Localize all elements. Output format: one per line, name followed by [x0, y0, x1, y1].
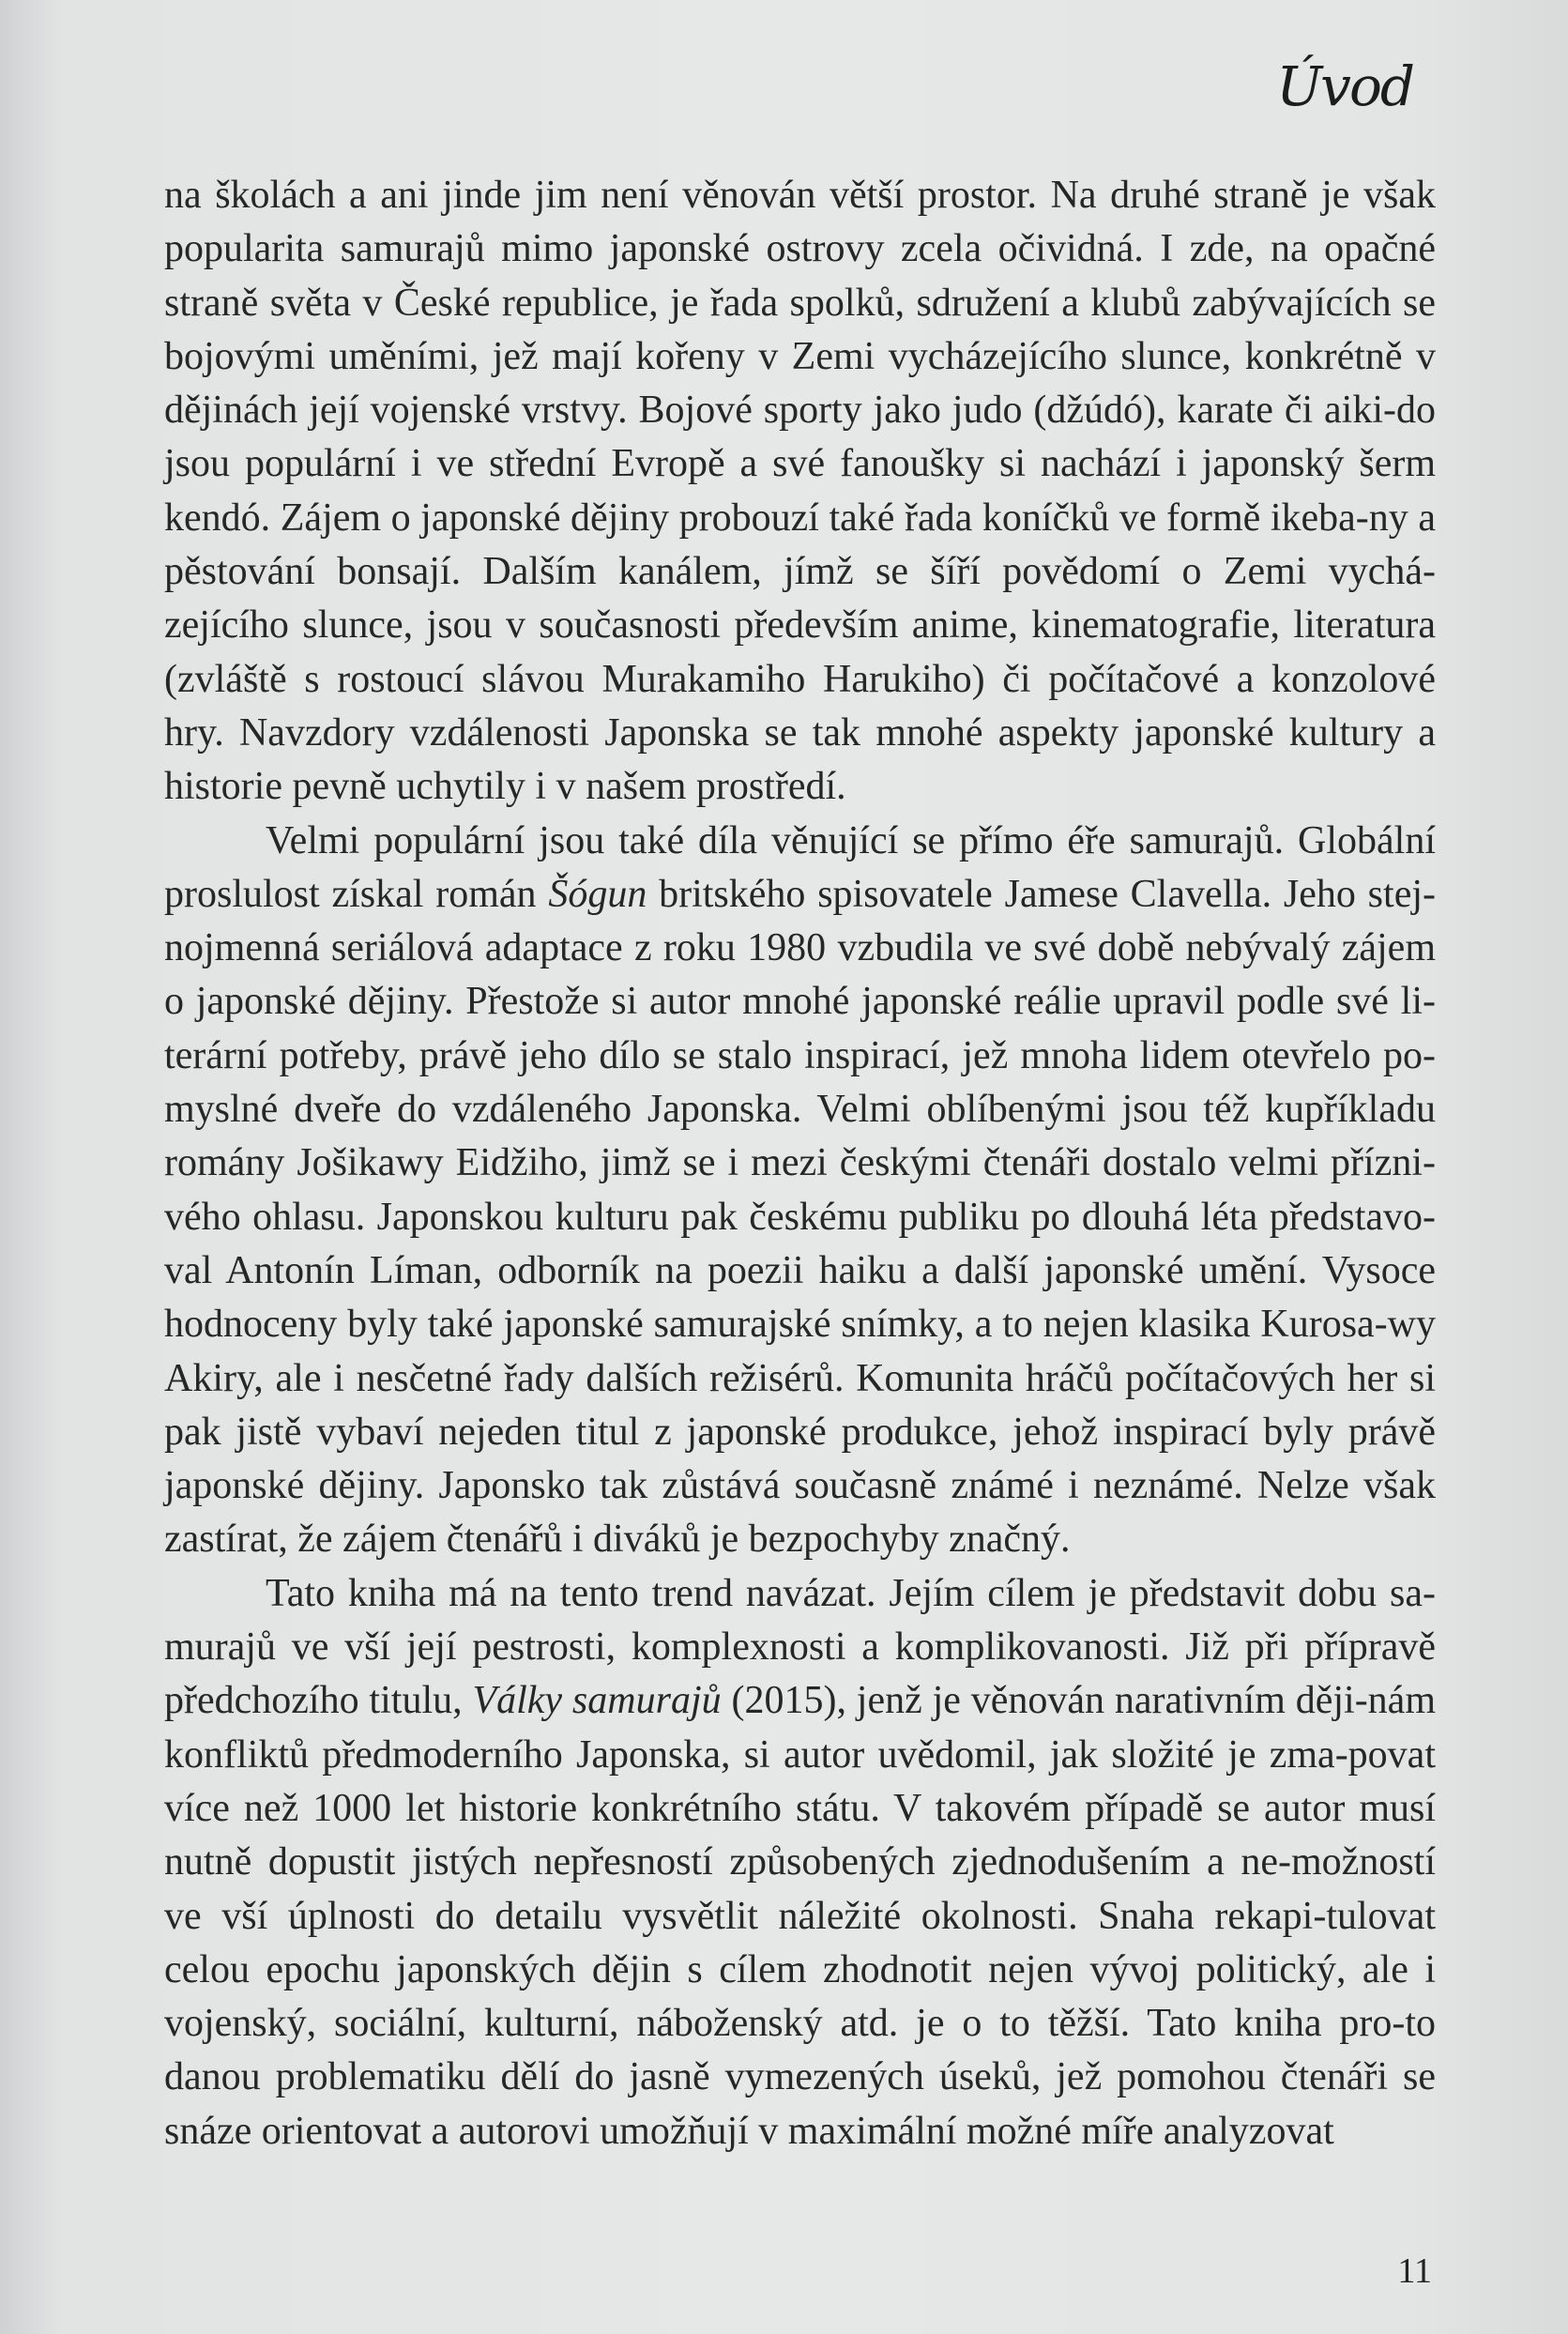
- body-text: [164, 169, 1436, 2159]
- paragraph-2-text-start: Velmi populární jsou také díla věnující se přímo éře samurajů. Globální proslulost získal román: [164, 818, 1436, 916]
- paragraph-1-text: na školách a ani jinde jim není věnován větší prostor. Na druhé straně je však popularita samurajů mimo japonské ostrovy zcela očividná. I zde, na opačné straně světa v České republice, je řada spolků, sdružení a klubů zabývajících se bojovými uměními, jež mají kořeny v Zemi vycházejícího slunce, konkrétně v dějinách její vojenské vrstvy. Bojové sporty jako judo (džúdó), karate či aiki-do jsou populární i ve střední Evropě a své fanoušky si nachází i japonský šerm kendó. Zájem o japonské dějiny probouzí také řada koníčků ve formě ikeba-ny a pěstování bonsají. Dalším kanálem, jímž se šíří povědomí o Zemi vychá-zejícího slunce, jsou v současnosti především anime, kinematografie, literatura (zvláště s rostoucí slávou Murakamiho Harukiho) či počítačové a konzolové hry. Navzdory vzdálenosti Japonska se tak mnohé aspekty japonské kultury a historie pevně uchytily i v našem prostředí.: [164, 174, 1436, 809]
- book-title-valky-samuraju: Války samurajů: [472, 1679, 722, 1723]
- book-title-sogun: Šógun: [548, 872, 647, 916]
- paragraph-1: [164, 169, 1436, 815]
- paragraph-3: [164, 1567, 1436, 2159]
- page-number: 11: [1397, 2251, 1432, 2291]
- running-head: Úvod: [1276, 54, 1413, 118]
- paragraph-3-text-start: Tato kniha má na tento trend navázat. Jejím cílem je představit dobu sa-murajů ve vší její pestrosti, komplexnosti a komplikovanosti. Již při přípravě předchozího titulu,: [164, 1571, 1436, 1723]
- paragraph-2-text-end: britského spisovatele Jamese Clavella. Jeho stej-nojmenná seriálová adaptace z roku 1980 vzbudila ve své době nebývalý zájem o japonské dějiny. Přestože si autor mnohé japonské reálie upravil podle své li-terární potřeby, právě jeho dílo se stalo inspirací, jež mnoha lidem otevřelo po-myslné dveře do vzdáleného Japonska. Velmi oblíbenými jsou též kupříkladu romány Jošikawy Eidžiho, jimž se i mezi českými čtenáři dostalo velmi přízni-vého ohlasu. Japonskou kulturu pak českému publiku po dlouhá léta představo-val Antonín Líman, odborník na poezii haiku a další japonské umění. Vysoce hodnoceny byly také japonské samurajské snímky, a to nejen klasika Kurosa-wy Akiry, ale i nesčetné řady dalších režisérů. Komunita hráčů počítačových her si pak jistě vybaví nejeden titul z japonské produkce, jehož inspirací byly právě japonské dějiny. Japonsko tak zůstává současně známé i neznámé. Nelze však zastírat, že zájem čtenářů i diváků je bezpochyby značný.: [164, 872, 1436, 1562]
- paragraph-3-text-end: (2015), jenž je věnován narativním ději-nám konfliktů předmoderního Japonska, si autor uvědomil, jak složité je zma-povat více než 1000 let historie konkrétního státu. V takovém případě se autor musí nutně dopustit jistých nepřesností způsobených zjednodušením a ne-možností ve vší úplnosti do detailu vysvětlit náležité okolnosti. Snaha rekapi-tulovat celou epochu japonských dějin s cílem zhodnotit nejen vývoj politický, ale i vojenský, sociální, kulturní, náboženský atd. je o to těžší. Tato kniha pro-to danou problematiku dělí do jasně vymezených úseků, jež pomohou čtenáři se snáze orientovat a autorovi umožňují v maximální možné míře analyzovat: [164, 1679, 1436, 2153]
- paragraph-2: [164, 815, 1436, 1567]
